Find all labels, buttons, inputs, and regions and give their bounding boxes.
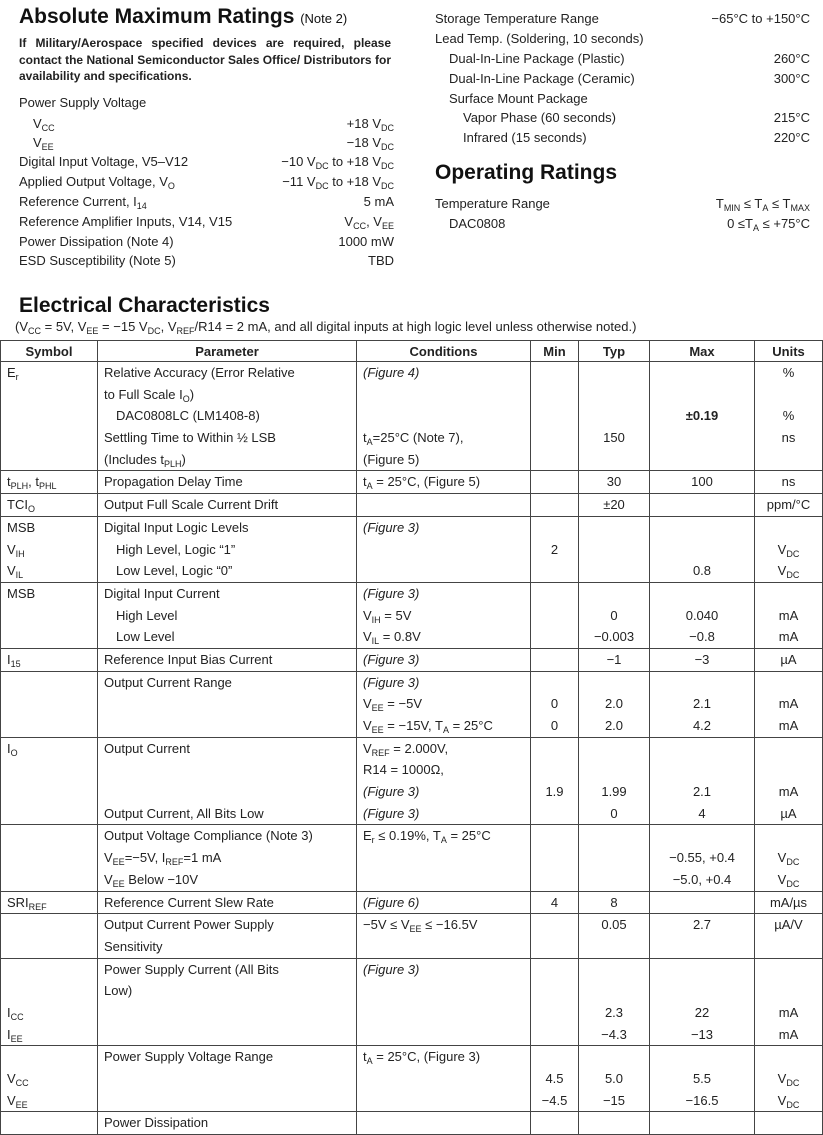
table-row [1, 1046, 823, 1112]
max-compliance-2: −5.0, +0.4 [672, 871, 732, 887]
max-vee: −16.5 [685, 1092, 719, 1108]
dip-ceramic-label: Dual-In-Line Package (Ceramic) [449, 71, 635, 86]
header-typ: Typ [579, 341, 650, 362]
unit-vdc: $V_{DC}$ [777, 871, 800, 889]
param-logic-levels: Digital Input Logic Levels [104, 519, 249, 535]
infrared-label: Infrared (15 seconds) [463, 130, 587, 145]
unit-ma: mA [778, 1026, 799, 1042]
max-vcc: 5.5 [692, 1071, 712, 1086]
param-settling-time-2: (Includes $t_{PLH}$) [104, 451, 186, 469]
cond-figure3: (Figure 3) [363, 805, 420, 821]
symbol-msb: MSB [7, 519, 36, 535]
unit-ua-v: µA/V [774, 917, 803, 933]
param-output-range: Output Current Range [104, 674, 232, 690]
cond-figure3: (Figure 3) [363, 961, 420, 977]
param-supply-range: Power Supply Voltage Range [104, 1049, 274, 1065]
cond-vref: $V_{REF} = 2.000V$, [363, 740, 449, 758]
unit-ua: µA [780, 651, 797, 667]
unit-ma: mA [778, 1004, 799, 1020]
reference-amp-inputs-value: $V_{CC}$, $V_{EE}$ [344, 214, 394, 231]
header-min: Min [531, 341, 579, 362]
max-input-high: 0.040 [685, 607, 719, 623]
typ-current-drift: ±20 [603, 497, 625, 513]
param-current-drift: Output Full Scale Current Drift [104, 497, 279, 513]
table-row [1, 516, 823, 582]
max-icc: 22 [694, 1004, 710, 1020]
typ-output-current: 1.99 [601, 784, 627, 800]
header-units: Units [755, 341, 823, 362]
param-psr-2: Sensitivity [104, 938, 163, 954]
unit-percent: % [782, 365, 795, 380]
dac0808-value: $0 \le T_A \le +75^\circ C$ [727, 216, 810, 233]
cond-propagation: $t_A = 25^\circ C$, (Figure 5) [363, 474, 481, 492]
table-row [1, 737, 823, 825]
param-relative-accuracy-2: to Full Scale $I_O$) [104, 386, 195, 404]
vapor-phase-value: 215°C [773, 110, 810, 125]
typ-input-low: −0.003 [593, 629, 635, 645]
dac0808-label: DAC0808 [449, 216, 506, 231]
psv-label: Power Supply Voltage [19, 95, 147, 110]
table-row [1, 494, 823, 517]
unit-vdc: $V_{DC}$ [777, 1071, 800, 1088]
vcc-value: +18 $V_{DC}$ [346, 116, 394, 133]
max-range-2: 4.2 [692, 718, 712, 733]
cond-vee-15: $V_{EE} = -15V$, $T_A = 25^\circ C$ [363, 718, 493, 735]
absmax-title: Absolute Maximum Ratings (Note 2) [19, 5, 348, 28]
cond-figure3: (Figure 3) [363, 674, 420, 690]
cond-figure3: (Figure 3) [363, 784, 420, 800]
max-compliance-1: −0.55, +0.4 [669, 850, 735, 866]
table-row [1, 471, 823, 494]
operating-ratings-title: Operating Ratings [435, 161, 618, 184]
symbol-io: $I_O$ [7, 740, 18, 758]
param-slew-rate: Reference Current Slew Rate [104, 894, 274, 910]
symbol-vil: $V_{IL}$ [7, 563, 24, 581]
lead-temp-label: Lead Temp. (Soldering, 10 seconds) [435, 31, 644, 46]
dip-plastic-value: 260°C [773, 51, 810, 66]
max-relative-accuracy: ±0.19 [685, 408, 719, 424]
cond-figure3: (Figure 3) [363, 651, 420, 667]
param-dac0808lc: DAC0808LC (LM1408-8) [116, 408, 260, 424]
typ-psr: 0.05 [601, 917, 627, 933]
esd-value: TBD [368, 253, 394, 268]
unit-ma-us: mA/µs [769, 894, 808, 910]
symbol-vih: $V_{IH}$ [7, 541, 25, 559]
unit-current-drift: ppm/°C [766, 497, 811, 513]
param-output-current-low: Output Current, All Bits Low [104, 805, 264, 821]
typ-settling: 150 [603, 430, 625, 446]
typ-icc: 2.3 [604, 1004, 624, 1020]
reference-amp-inputs-label: Reference Amplifier Inputs, V14, V15 [19, 214, 233, 229]
header-symbol: Symbol [1, 341, 98, 362]
param-compliance: Output Voltage Compliance (Note 3) [104, 828, 313, 844]
symbol-iee: $I_{EE}$ [7, 1026, 23, 1044]
max-propagation: 100 [691, 474, 713, 490]
table-row [1, 582, 823, 648]
smp-label: Surface Mount Package [449, 91, 588, 106]
typ-input-high: 0 [610, 607, 618, 623]
unit-ns: ns [781, 430, 796, 446]
param-low-level: Low Level [116, 629, 175, 645]
symbol-i15: $I_{15}$ [7, 651, 21, 669]
typ-slew: 8 [610, 894, 618, 910]
param-output-current: Output Current [104, 740, 190, 756]
min-output-current: 1.9 [545, 784, 564, 800]
reference-current-value: 5 mA [363, 194, 394, 209]
cond-figure5: (Figure 5) [363, 451, 420, 467]
unit-ua: µA [780, 805, 797, 821]
typ-vcc: 5.0 [604, 1071, 624, 1086]
typ-iee: −4.3 [601, 1026, 627, 1042]
param-input-current: Digital Input Current [104, 585, 220, 601]
symbol-sriref: $SRI_{REF}$ [7, 894, 47, 912]
unit-ma: mA [778, 607, 799, 623]
unit-ma: mA [778, 718, 799, 733]
table-row [1, 958, 823, 1046]
unit-propagation: ns [781, 474, 796, 490]
typ-vee: −15 [602, 1092, 626, 1108]
symbol-msb: MSB [7, 585, 36, 601]
ec-conditions-note: ($V_{CC} = 5V$, $V_{EE} = -15$ $V_{DC}$, $V_{REF}/R14 = 2$ mA, and all digital inputs at high logic level unless otherwise noted.) [15, 319, 637, 336]
header-max: Max [650, 341, 755, 362]
military-note: If Military/Aerospace specified devices are required, please contact the National Semiconductor Sales Office/ Distributors for availability and specifications. [19, 36, 391, 83]
max-vil: 0.8 [692, 563, 712, 579]
max-range-1: 2.1 [692, 696, 712, 712]
max-ref-bias: −3 [694, 651, 710, 667]
dip-ceramic-value: 300°C [773, 71, 810, 86]
cond-ta-figure3: $t_A = 25^\circ C$, (Figure 3) [363, 1049, 481, 1067]
typ-propagation: 30 [606, 474, 622, 490]
unit-ma: mA [778, 696, 799, 712]
max-iee: −13 [690, 1026, 714, 1042]
ec-title: Electrical Characteristics [19, 294, 270, 317]
absmax-title-note: (Note 2) [300, 11, 348, 26]
unit-ma: mA [778, 784, 799, 800]
cond-figure4: (Figure 4) [363, 365, 420, 380]
power-dissipation-value: 1000 mW [338, 234, 394, 249]
symbol-tcio: $TCI_O$ [7, 497, 35, 515]
table-row [1, 648, 823, 671]
min-vee: −4.5 [541, 1092, 568, 1108]
storage-temp-label: Storage Temperature Range [435, 11, 599, 26]
param-compliance-vee10: $V_{EE}$ Below −10V [104, 871, 199, 889]
unit-vdc: $V_{DC}$ [777, 563, 800, 581]
table-row [1, 1112, 823, 1135]
cond-ta-note7: $t_A=25^\circ C$ (Note 7), [363, 430, 464, 448]
param-power-dissipation: Power Dissipation [104, 1115, 209, 1131]
param-ref-bias: Reference Input Bias Current [104, 651, 273, 667]
max-output-low: 4 [698, 805, 706, 821]
cond-r14: R14 = 1000Ω, [363, 762, 444, 778]
min-range-1: 0 [550, 696, 559, 712]
dip-plastic-label: Dual-In-Line Package (Plastic) [449, 51, 625, 66]
param-relative-accuracy: Relative Accuracy (Error Relative [104, 365, 295, 380]
digital-input-voltage-label: Digital Input Voltage, V5–V12 [19, 154, 189, 169]
ec-header-row [1, 341, 823, 362]
vee-value: −18 $V_{DC}$ [346, 135, 394, 152]
temp-range-value: $T_{MIN} \le T_A \le T_{MAX}$ [715, 196, 810, 213]
param-compliance-vee5: $V_{EE}=-5V$, $I_{REF}=1$ mA [104, 850, 222, 868]
unit-vdc: $V_{DC}$ [777, 541, 800, 559]
infrared-value: 220°C [773, 130, 810, 145]
temp-range-label: Temperature Range [435, 196, 550, 211]
reference-current-label: Reference Current, $I_{14}$ [19, 194, 147, 211]
typ-output-low: 0 [610, 805, 618, 821]
symbol-tplh-tphl: $t_{PLH}$, $t_{PHL}$ [7, 474, 57, 492]
unit-percent-2: % [782, 408, 795, 424]
unit-vdc: $V_{DC}$ [777, 850, 800, 868]
max-input-low: −0.8 [689, 629, 715, 645]
param-low-level: Low Level, Logic “0” [116, 563, 233, 579]
min-vcc: 4.5 [545, 1071, 564, 1086]
cond-figure3: (Figure 3) [363, 585, 420, 601]
applied-output-voltage-value: −11 $V_{DC}$ to +18 $V_{DC}$ [282, 174, 394, 191]
table-row [1, 825, 823, 891]
symbol-icc: $I_{CC}$ [7, 1004, 24, 1022]
header-parameter: Parameter [98, 341, 357, 362]
cond-er: $E_r \le 0.19\%$, $T_A = 25^\circ C$ [363, 828, 491, 846]
min-range-2: 0 [550, 718, 559, 733]
vee-label: $V_{EE}$ [33, 135, 54, 152]
header-conditions: Conditions [357, 341, 531, 362]
max-output-current: 2.1 [692, 784, 712, 800]
param-supply-current-2: Low) [104, 983, 133, 999]
param-settling-time: Settling Time to Within ½ LSB [104, 430, 276, 446]
param-high-level: High Level [116, 607, 178, 623]
typ-ref-bias: −1 [606, 651, 622, 667]
typ-range-1: 2.0 [604, 696, 624, 712]
ec-table [0, 340, 823, 1135]
cond-vee-5: $V_{EE} = -5V$ [363, 696, 422, 714]
unit-vdc: $V_{DC}$ [777, 1092, 800, 1110]
cond-vil: $V_{IL} = 0.8V$ [363, 629, 421, 647]
cond-vih: $V_{IH} = 5V$ [363, 607, 412, 625]
typ-range-2: 2.0 [604, 718, 624, 733]
symbol-vcc: $V_{CC}$ [7, 1071, 29, 1088]
symbol-vee: $V_{EE}$ [7, 1092, 28, 1110]
vcc-label: $V_{CC}$ [33, 116, 55, 133]
digital-input-voltage-value: −10 $V_{DC}$ to +18 $V_{DC}$ [281, 154, 394, 171]
param-high-level: High Level, Logic “1” [116, 541, 236, 557]
cond-figure3: (Figure 3) [363, 519, 420, 535]
symbol-er: $E_r$ [7, 365, 19, 382]
table-row [1, 362, 823, 471]
table-row [1, 891, 823, 914]
param-supply-current: Power Supply Current (All Bits [104, 961, 279, 977]
param-propagation-delay: Propagation Delay Time [104, 474, 243, 490]
storage-temp-value: −65°C to +150°C [711, 11, 810, 26]
power-dissipation-label: Power Dissipation (Note 4) [19, 234, 174, 249]
table-row [1, 914, 823, 958]
table-row [1, 671, 823, 737]
cond-vee-range: $-5V \le V_{EE} \le -16.5V$ [363, 917, 478, 935]
cond-figure6: (Figure 6) [363, 894, 420, 910]
param-psr: Output Current Power Supply [104, 917, 274, 933]
unit-ma: mA [778, 629, 799, 645]
max-psr: 2.7 [692, 917, 712, 933]
min-slew: 4 [550, 894, 559, 910]
vapor-phase-label: Vapor Phase (60 seconds) [463, 110, 616, 125]
esd-label: ESD Susceptibility (Note 5) [19, 253, 176, 268]
applied-output-voltage-label: Applied Output Voltage, $V_O$ [19, 174, 175, 191]
min-vih: 2 [550, 541, 559, 557]
